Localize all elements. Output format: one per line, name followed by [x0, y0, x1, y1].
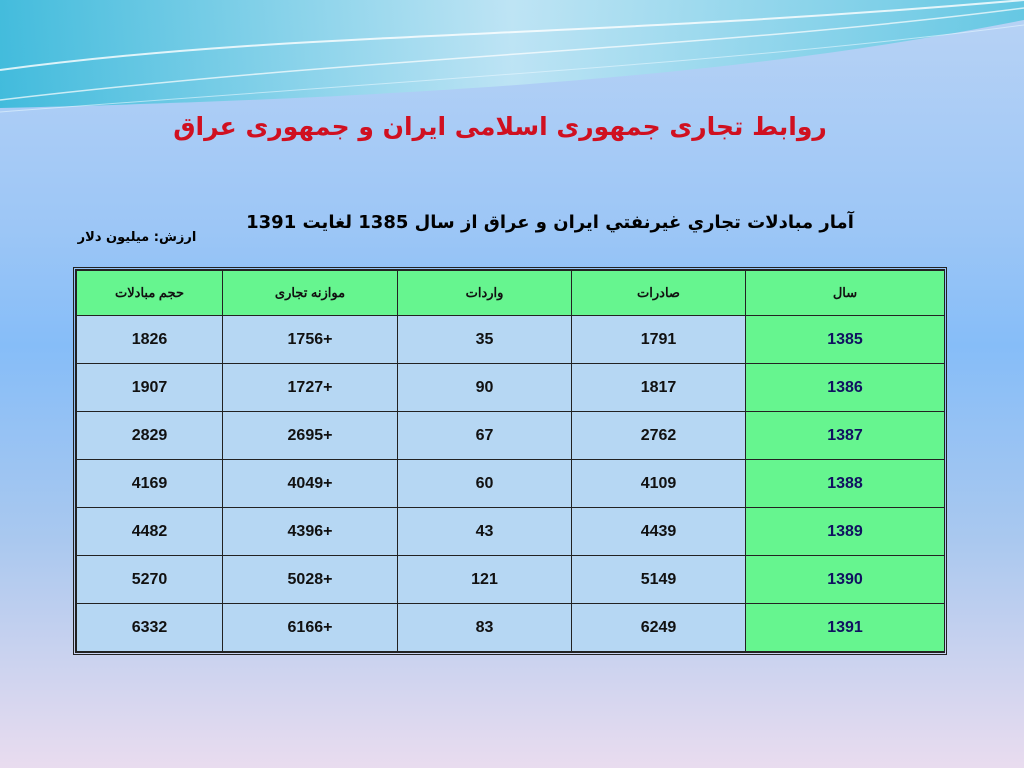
cell-volume: 1826	[77, 316, 223, 364]
cell-balance: +5028	[223, 556, 398, 604]
cell-exports: 5149	[572, 556, 746, 604]
cell-imports: 90	[398, 364, 572, 412]
cell-year: 1389	[746, 508, 945, 556]
cell-balance: +2695	[223, 412, 398, 460]
header-volume: حجم مبادلات	[77, 271, 223, 316]
table-header-row	[77, 271, 945, 316]
cell-exports: 2762	[572, 412, 746, 460]
decorative-wave	[0, 0, 1024, 120]
trade-table-container	[73, 267, 947, 655]
table-row	[77, 364, 945, 412]
table-row	[77, 316, 945, 364]
cell-exports: 6249	[572, 604, 746, 652]
cell-volume: 4482	[77, 508, 223, 556]
cell-imports: 35	[398, 316, 572, 364]
cell-year: 1390	[746, 556, 945, 604]
cell-imports: 67	[398, 412, 572, 460]
cell-year: 1391	[746, 604, 945, 652]
header-exports: صادرات	[572, 271, 746, 316]
table-caption: آمار مبادلات تجاري غيرنفتي ايران و عراق از سال 1385 لغايت 1391	[246, 212, 854, 233]
cell-year: 1388	[746, 460, 945, 508]
trade-table	[76, 270, 945, 652]
unit-label: ارزش: میلیون دلار	[77, 230, 197, 245]
cell-balance: +1756	[223, 316, 398, 364]
header-year: سال	[746, 271, 945, 316]
table-row	[77, 412, 945, 460]
cell-imports: 60	[398, 460, 572, 508]
table-row	[77, 556, 945, 604]
cell-volume: 1907	[77, 364, 223, 412]
cell-exports: 4109	[572, 460, 746, 508]
cell-year: 1386	[746, 364, 945, 412]
cell-exports: 1791	[572, 316, 746, 364]
page-title: روابط تجاری جمهوری اسلامی ایران و جمهوری عراق	[173, 112, 827, 141]
cell-exports: 4439	[572, 508, 746, 556]
cell-volume: 2829	[77, 412, 223, 460]
cell-volume: 4169	[77, 460, 223, 508]
cell-balance: +1727	[223, 364, 398, 412]
cell-imports: 43	[398, 508, 572, 556]
cell-balance: +6166	[223, 604, 398, 652]
table-row	[77, 460, 945, 508]
cell-imports: 121	[398, 556, 572, 604]
cell-imports: 83	[398, 604, 572, 652]
header-imports: واردات	[398, 271, 572, 316]
cell-volume: 6332	[77, 604, 223, 652]
cell-year: 1385	[746, 316, 945, 364]
header-balance: موازنه تجاری	[223, 271, 398, 316]
cell-volume: 5270	[77, 556, 223, 604]
cell-balance: +4396	[223, 508, 398, 556]
cell-year: 1387	[746, 412, 945, 460]
cell-balance: +4049	[223, 460, 398, 508]
cell-exports: 1817	[572, 364, 746, 412]
table-row	[77, 604, 945, 652]
table-row	[77, 508, 945, 556]
